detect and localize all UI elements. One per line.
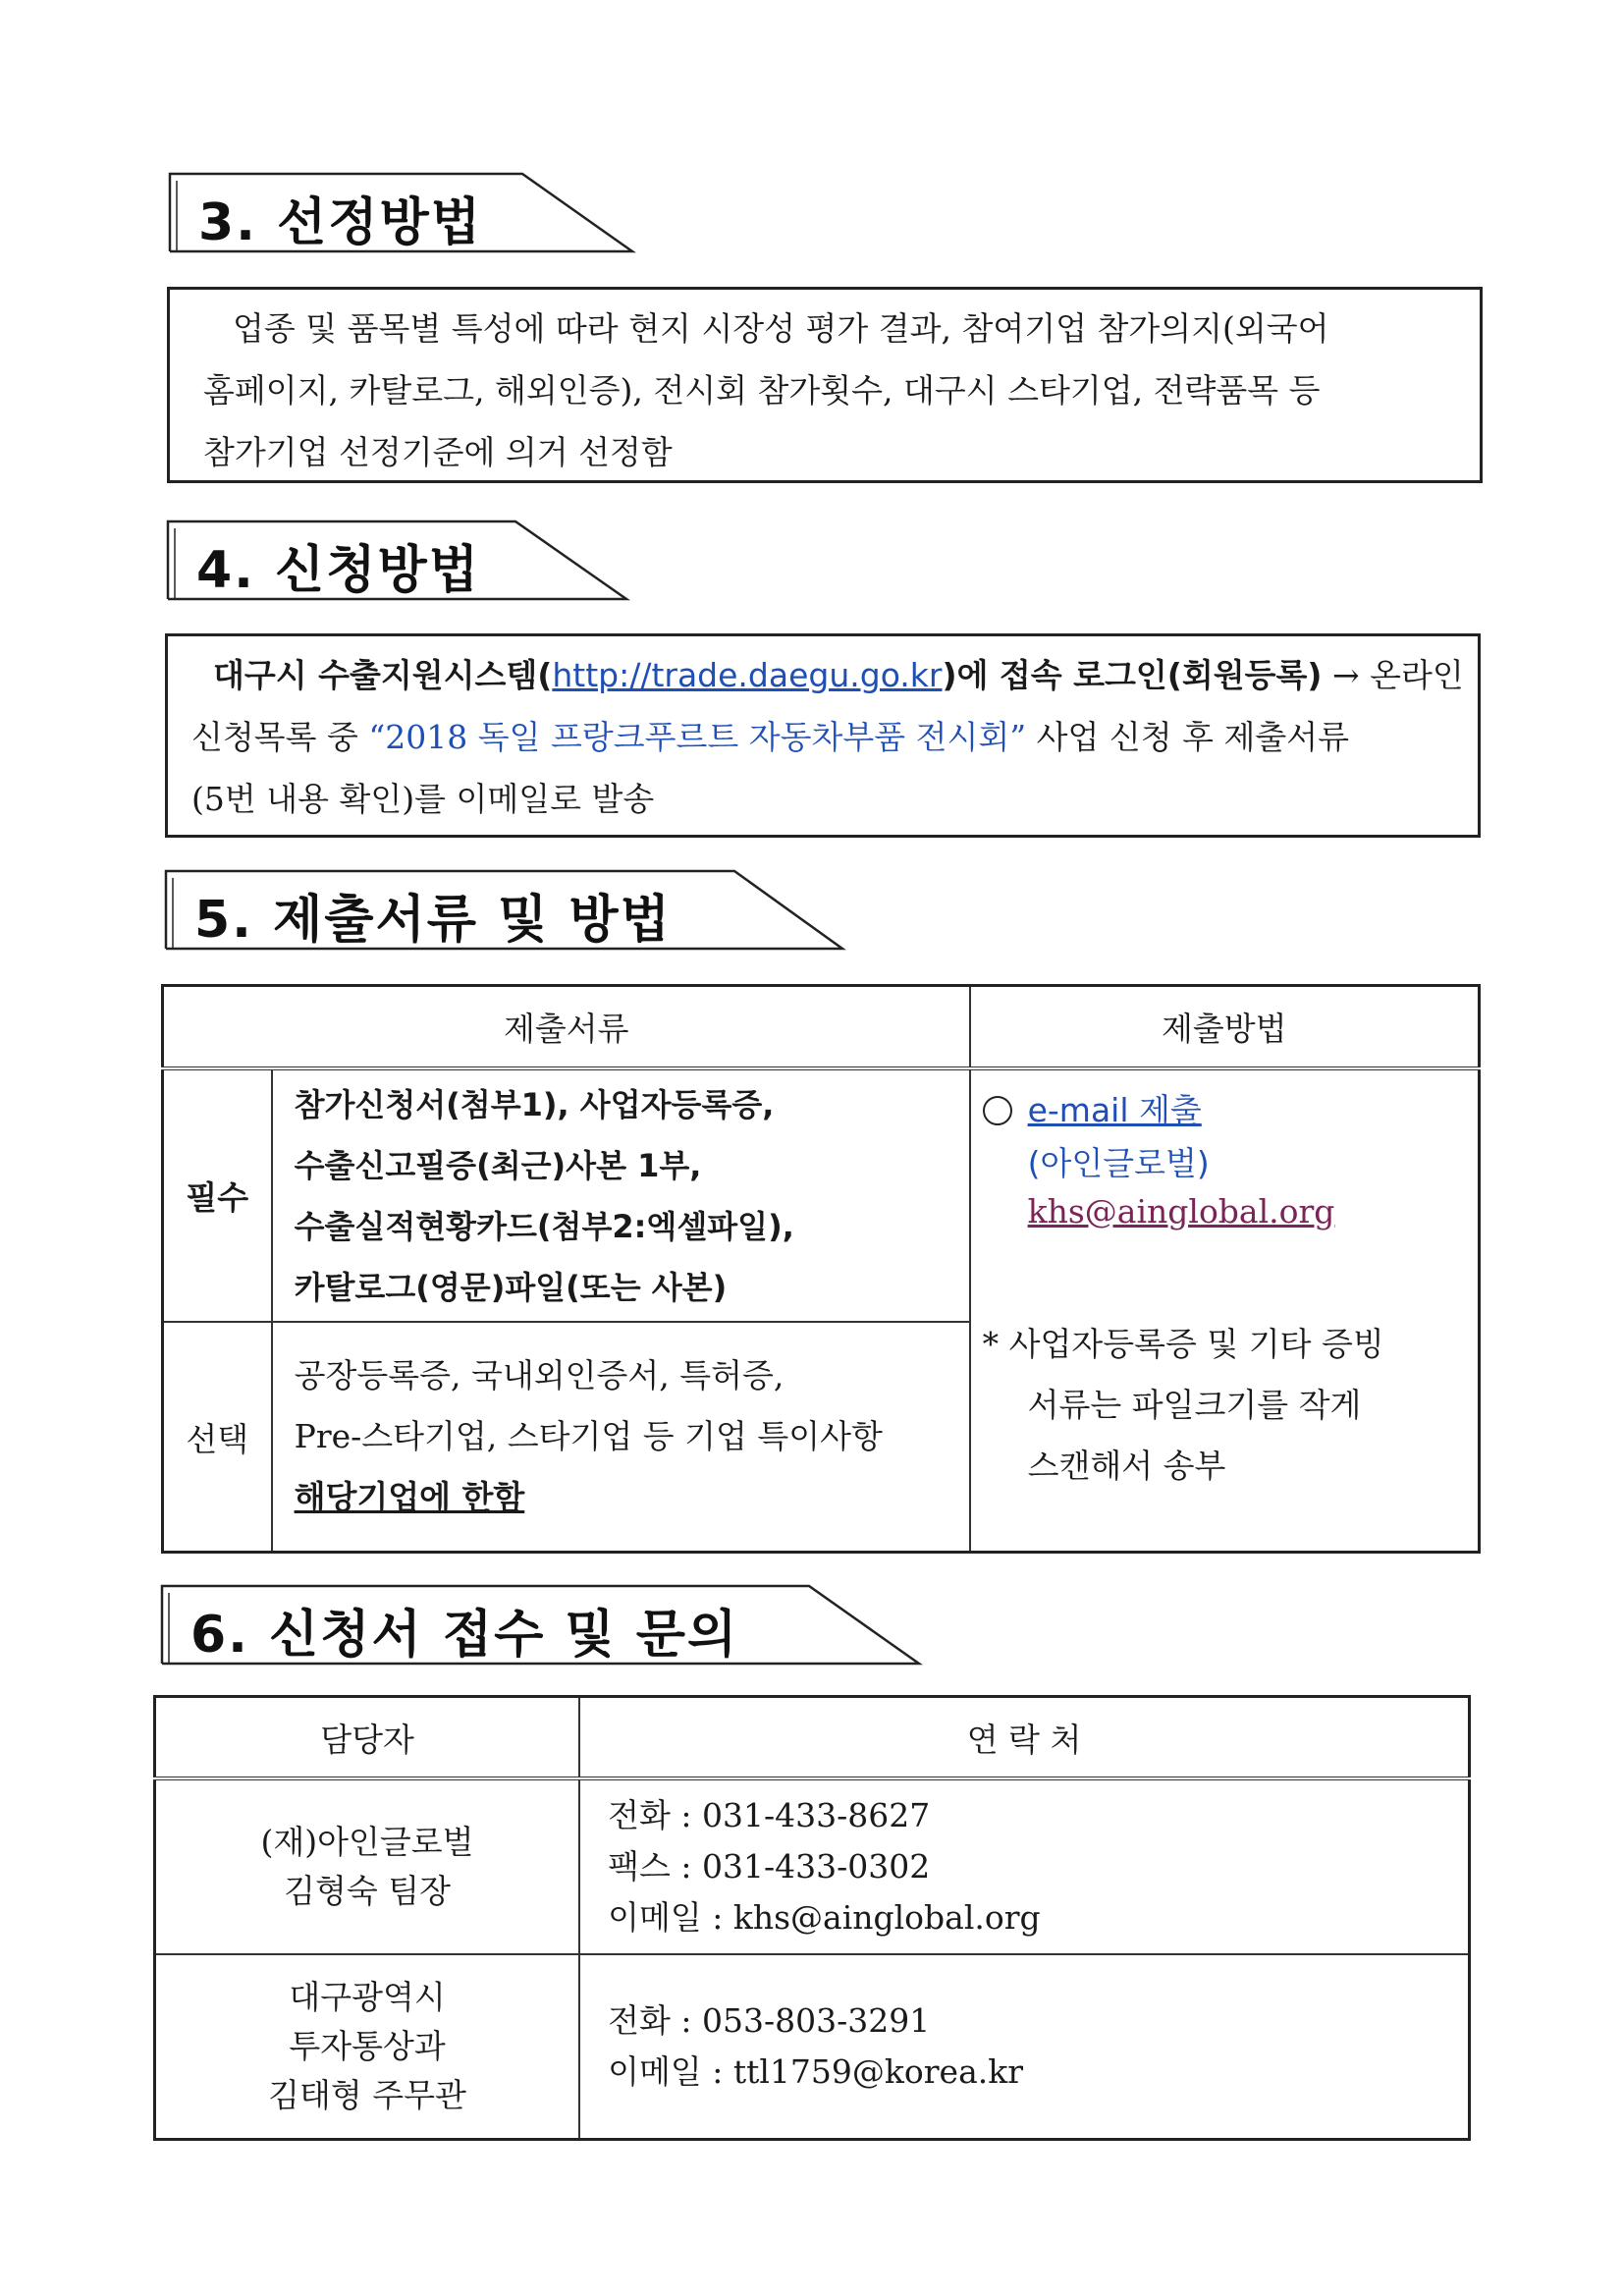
submit-org: (아인글로벌) — [1027, 1143, 1210, 1182]
person-line: 대구광역시 — [289, 1977, 446, 2016]
header-person: 담당자 — [155, 1697, 580, 1779]
contact-phone: 전화 : 053-803-3291 — [608, 2000, 931, 2040]
person-cell — [155, 1778, 580, 1954]
submit-email[interactable]: khs@ainglobal.org — [1027, 1191, 1335, 1230]
required-item: 카탈로그(영문)파일(또는 사본) — [294, 1268, 728, 1306]
section-6-title: 6. 신청서 접수 및 문의 — [190, 1606, 739, 1665]
required-item: 참가신청서(첨부1), 사업자등록증, — [294, 1085, 775, 1123]
optional-note — [295, 1467, 969, 1528]
documents-table-header — [163, 986, 1480, 1068]
person-line: 김형숙 팀장 — [284, 1872, 451, 1911]
optional-label: 선택 — [163, 1322, 272, 1552]
section-3-header — [169, 173, 640, 252]
section-3-title: 3. 선정방법 — [198, 193, 482, 252]
method-cell — [970, 1068, 1480, 1553]
contact-table — [153, 1695, 1471, 2141]
section-4-line-2 — [191, 706, 1452, 768]
circle-bullet-icon — [983, 1096, 1012, 1125]
optional-item: 공장등록증, 국내외인증서, 특허증, — [294, 1356, 784, 1395]
section-5-title: 5. 제출서류 및 방법 — [194, 891, 672, 950]
section-5-header — [165, 870, 852, 950]
documents-table — [161, 984, 1481, 1554]
list-prefix: 신청목록 중 — [191, 718, 369, 756]
section-4-line-1 — [191, 644, 1464, 706]
contact-email[interactable]: 이메일 : ttl1759@korea.kr — [608, 2051, 1024, 2091]
section-4-line-3: (5번 내용 확인)를 이메일로 발송 — [191, 780, 655, 818]
optional-item: Pre-스타기업, 스타기업 등 기업 특이사항 — [294, 1417, 883, 1456]
contact-phone: 전화 : 031-433-8627 — [608, 1796, 931, 1835]
contact-cell — [579, 1954, 1469, 2140]
section-4-box — [165, 633, 1481, 838]
contact-email[interactable]: 이메일 : khs@ainglobal.org — [608, 1898, 1041, 1938]
trade-site-link[interactable]: http://trade.daegu.go.kr — [552, 656, 943, 694]
exhibition-name: “2018 독일 프랑크푸르트 자동차부품 전시회” — [368, 718, 1027, 756]
method-note: 스캔해서 송부 — [1027, 1446, 1226, 1485]
method-line-2 — [983, 1137, 1478, 1190]
method-note: 서류는 파일크기를 작게 — [1027, 1385, 1362, 1424]
person-line: (재)아인글로벌 — [260, 1823, 474, 1862]
person-cell — [155, 1954, 580, 2140]
contact-table-header — [155, 1697, 1470, 1779]
person-line: 김태형 주무관 — [268, 2075, 466, 2114]
header-contact: 연 락 처 — [579, 1697, 1469, 1779]
section-3-line: 홈페이지, 카탈로그, 해외인증), 전시회 참가횟수, 대구시 스타기업, 전략품목 등 — [203, 371, 1321, 410]
section-4-header — [167, 520, 638, 600]
section-6-header — [161, 1585, 927, 1665]
contact-fax: 팩스 : 031-433-0302 — [608, 1847, 931, 1886]
contact-row — [155, 1778, 1470, 1954]
required-row — [163, 1068, 1480, 1322]
required-item: 수출신고필증(최근)사본 1부, — [294, 1146, 702, 1184]
method-line-1 — [983, 1084, 1478, 1137]
section-3-line: 업종 및 품목별 특성에 따라 현지 시장성 평가 결과, 참여기업 참가의지(외국어 — [233, 309, 1329, 348]
section-3-box — [167, 287, 1483, 483]
login-instruction: )에 접속 로그인(회원등록) — [942, 656, 1323, 694]
list-suffix: 사업 신청 후 제출서류 — [1026, 718, 1349, 756]
system-name: 대구시 수출지원시스템( — [213, 656, 553, 694]
section-3-line: 참가기업 선정기준에 의거 선정함 — [203, 433, 673, 471]
header-method: 제출방법 — [970, 986, 1480, 1068]
required-item: 수출실적현황카드(첨부2:엑셀파일), — [294, 1207, 794, 1245]
section-4-title: 4. 신청방법 — [196, 541, 480, 600]
header-docs: 제출서류 — [163, 986, 970, 1068]
contact-row — [155, 1954, 1470, 2140]
optional-note-text: 해당기업에 한함 — [294, 1478, 525, 1517]
optional-items — [272, 1322, 970, 1552]
method-line-3 — [983, 1190, 1478, 1233]
person-line: 투자통상과 — [289, 2026, 446, 2065]
online-text: → 온라인 — [1322, 656, 1464, 694]
required-label: 필수 — [163, 1068, 272, 1322]
method-note: * 사업자등록증 및 기타 증빙 — [982, 1324, 1384, 1363]
required-items — [272, 1068, 970, 1322]
contact-cell — [579, 1778, 1469, 1954]
email-submit-link[interactable]: e-mail 제출 — [1027, 1090, 1202, 1129]
